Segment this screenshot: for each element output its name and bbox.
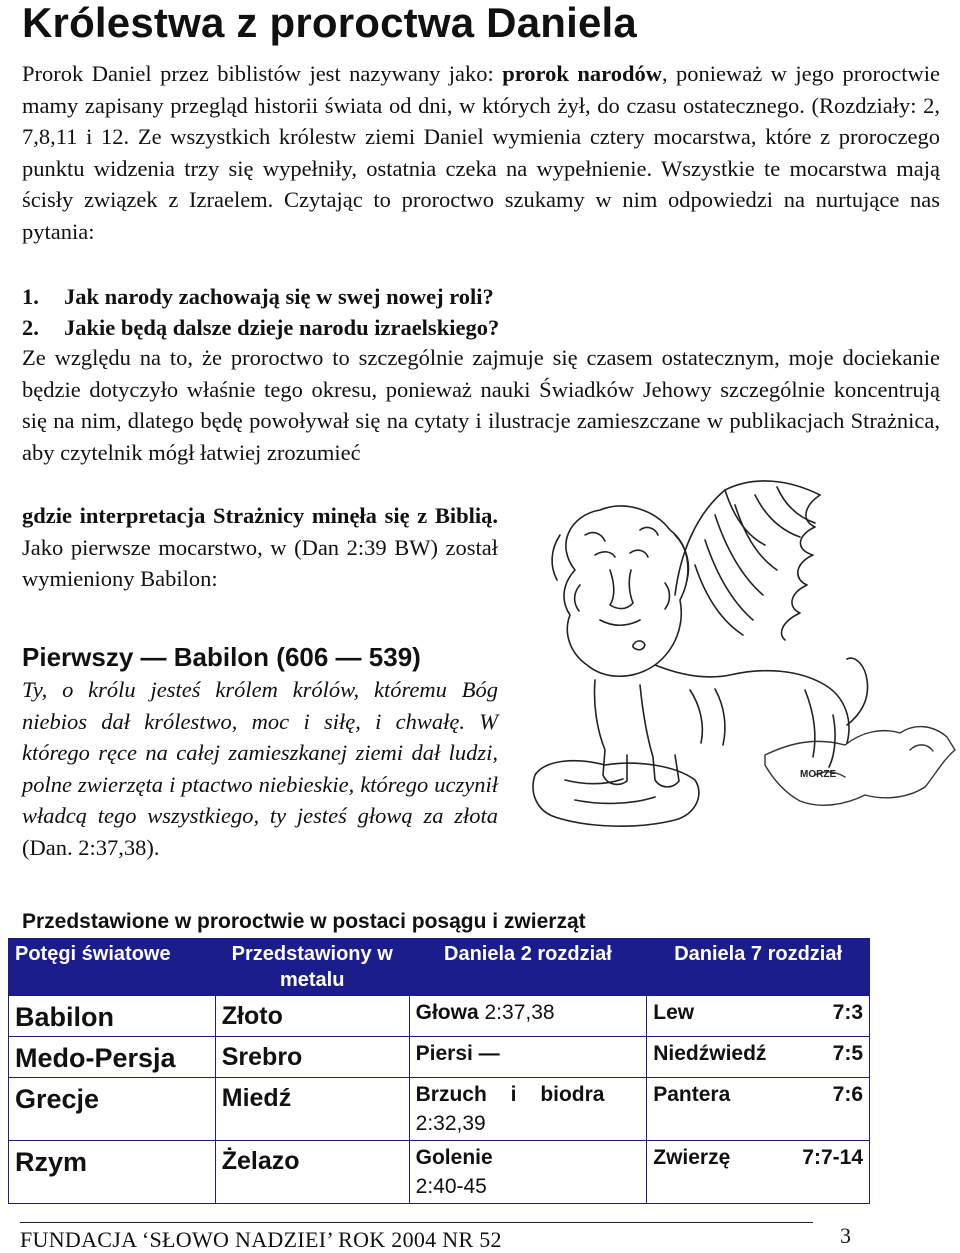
header-metal: Przedstawiony w metalu <box>215 939 409 996</box>
table-row <box>9 996 870 1037</box>
beast-cell: Zwierzę 7:7-14 <box>647 1141 870 1204</box>
metal-cell: Miedź <box>215 1078 409 1141</box>
lion-body <box>594 641 867 787</box>
body-part-cell: Golenie 2:40-45 <box>409 1141 647 1204</box>
metal-cell: Srebro <box>215 1037 409 1078</box>
body-part-cell: Brzuch i biodra 2:32,39 <box>409 1078 647 1141</box>
body-part-cell: Piersi — <box>409 1037 647 1078</box>
table-header-row <box>9 939 870 996</box>
header-powers: Potęgi światowe <box>9 939 216 996</box>
header-daniel-2: Daniela 2 rozdział <box>409 939 647 996</box>
page-title: Królestwa z proroctwa Daniela <box>22 0 637 46</box>
question-2: 2. Jakie będą dalsze dzieje narodu izraelskiego? <box>22 315 500 340</box>
table-row <box>9 1037 870 1078</box>
beast-cell: Pantera 7:6 <box>647 1078 870 1141</box>
section-heading: Pierwszy — Babilon (606 — 539) <box>22 642 421 672</box>
table-caption: Przedstawione w proroctwie w postaci posągu i zwierząt <box>22 910 586 933</box>
body-paragraph-continued: gdzie interpretacja Strażnicy minęła się z Biblią. Jako pierwsze mocarstwo, w (Dan 2:39 BW) został wymieniony Babilon: <box>22 503 498 591</box>
power-cell: Rzym <box>9 1141 216 1204</box>
beast-cell: Lew 7:3 <box>647 996 870 1037</box>
footer-text: FUNDACJA ‘SŁOWO NADZIEI’ ROK 2004 NR 52 <box>20 1227 502 1252</box>
power-cell: Medo-Persja <box>9 1037 216 1078</box>
map-outline <box>765 727 955 806</box>
beast-cell: Niedźwiedź 7:5 <box>647 1037 870 1078</box>
intro-paragraph: Prorok Daniel przez biblistów jest nazywany jako: prorok narodów, ponieważ w jego proroctwie mamy zapisany przegląd historii świata od dni, w których żył, do czasu ostatecznego. (Rozdziały: 2, 7,8,11 i 12. Ze wszystkich królestw ziemi Daniel wymienia cztery mocarstwa, które z proroczego punktu widzenia trzy się wypełniły, ostatnia czeka na wypełnienie. Wszystkie te mocarstwa mają ścisły związek z Izraelem. Czytając to proroctwo szukamy w nim odpowiedzi na nurtujące nas pytania: <box>22 61 940 244</box>
bible-quote: Ty, o królu jesteś królem królów, któremu Bóg niebios dał królestwo, moc i siłę, i chwałę. W którego ręce na całej zamieszkanej ziemi dał ludzi, polne zwierzęta i ptactwo niebieskie, którego uczynił władcą tego wszystkiego, ty jesteś głową za złota (Dan. 2:37,38). <box>22 677 498 860</box>
power-cell: Babilon <box>9 996 216 1037</box>
body-part-cell: Głowa 2:37,38 <box>409 996 647 1037</box>
lion-head <box>552 506 688 676</box>
body-paragraph: Ze względu na to, że proroctwo to szczególnie zajmuje się czasem ostatecznym, moje dociekanie będzie dotyczyło właśnie tego okresu, ponieważ nauki Świadków Jehowy szczególnie koncentrują się na nim, dlatego będę powoływał się na cytaty i ilustracje zamieszczane w publikacjach Strażnica, aby czytelnik mógł łatwiej zrozumieć <box>22 345 940 465</box>
table-row <box>9 1141 870 1204</box>
question-1: 1. Jak narody zachowają się w swej nowej roli? <box>22 284 494 309</box>
empires-table <box>8 938 870 1204</box>
table-row <box>9 1078 870 1141</box>
map-label: MORZE <box>800 769 837 780</box>
metal-cell: Złoto <box>215 996 409 1037</box>
power-cell: Grecje <box>9 1078 216 1141</box>
winged-lion-illustration <box>515 475 960 855</box>
page-number: 3 <box>840 1223 851 1248</box>
wing <box>675 481 820 640</box>
quote-reference: (Dan. 2:37,38). <box>22 834 160 860</box>
intro-bold-phrase: prorok narodów <box>502 61 662 86</box>
footer-rule <box>20 1222 813 1223</box>
rock <box>533 761 699 826</box>
body-bold-phrase: gdzie interpretacja Strażnicy minęła się z Biblią. <box>22 503 498 528</box>
header-daniel-7: Daniela 7 rozdział <box>647 939 870 996</box>
metal-cell: Żelazo <box>215 1141 409 1204</box>
